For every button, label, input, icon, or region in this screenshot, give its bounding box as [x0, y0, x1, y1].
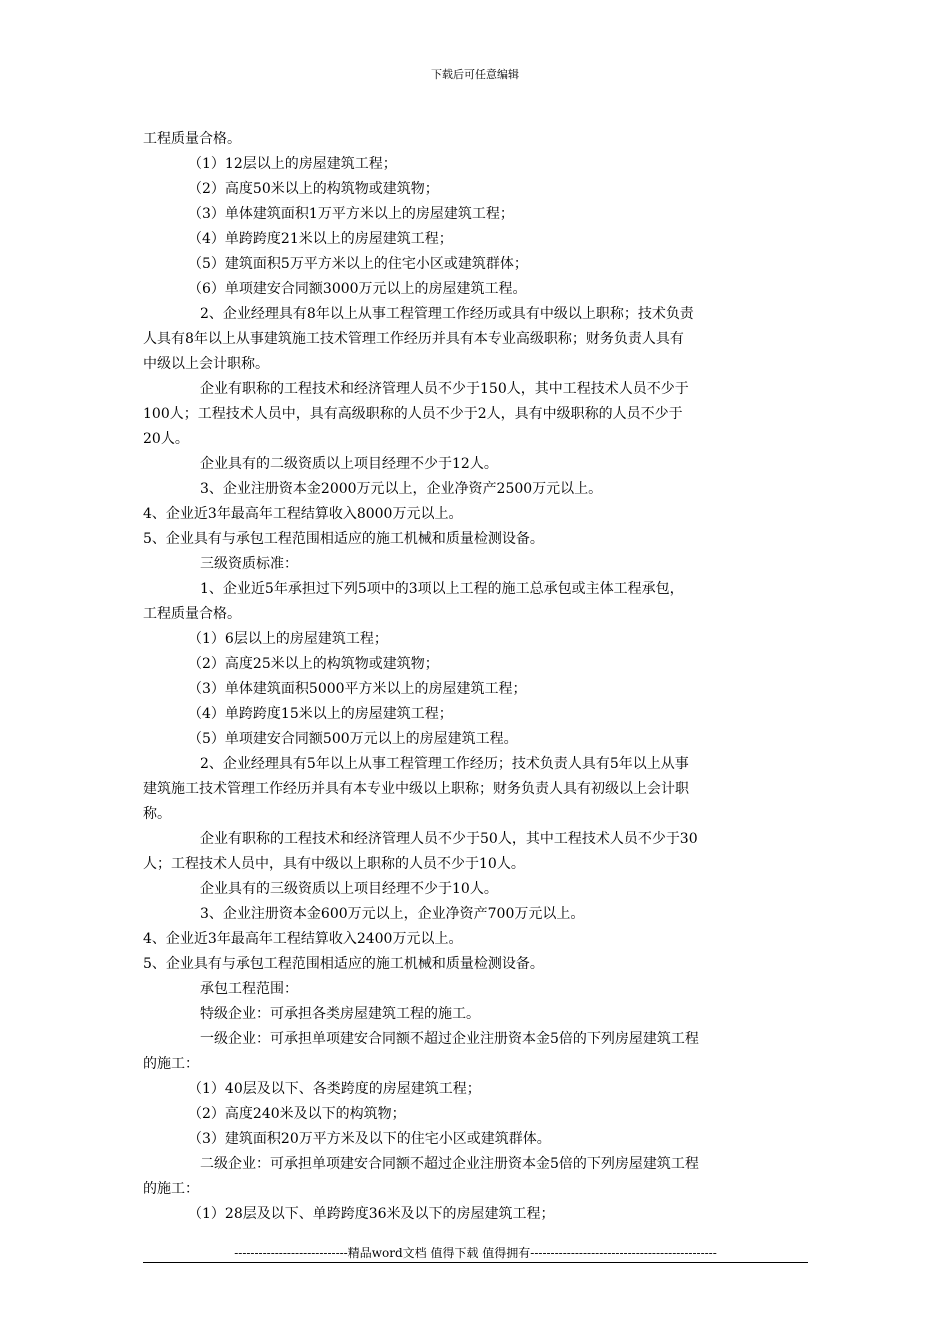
text-line: （2）高度25米以上的构筑物或建筑物； — [188, 656, 439, 672]
text-line: 中级以上会计职称。 — [143, 356, 269, 372]
text-line: 工程质量合格。 — [143, 131, 241, 147]
text-line: 4、企业近3年最高年工程结算收入2400万元以上。 — [143, 931, 463, 947]
text-line: （1）28层及以下、单跨跨度36米及以下的房屋建筑工程； — [188, 1206, 555, 1222]
text-line: 100人；工程技术人员中，具有高级职称的人员不少于2人，具有中级职称的人员不少于 — [143, 406, 683, 422]
text-line: 5、企业具有与承包工程范围相适应的施工机械和质量检测设备。 — [143, 956, 544, 972]
text-line: （1）6层以上的房屋建筑工程； — [188, 631, 388, 647]
text-line: （6）单项建安合同额3000万元以上的房屋建筑工程。 — [188, 281, 527, 297]
text-line: 的施工： — [143, 1181, 199, 1197]
page-footer: ----------------------------精品word文档 值得下载 值得拥有---------------------------------------------- — [234, 1246, 717, 1260]
text-line: 三级资质标准： — [200, 556, 298, 572]
text-line: 特级企业：可承担各类房屋建筑工程的施工。 — [200, 1006, 480, 1022]
text-line: 2、企业经理具有5年以上从事工程管理工作经历；技术负责人具有5年以上从事 — [200, 756, 689, 772]
text-line: （5）建筑面积5万平方米以上的住宅小区或建筑群体； — [188, 256, 528, 272]
text-line: 5、企业具有与承包工程范围相适应的施工机械和质量检测设备。 — [143, 531, 544, 547]
page-header: 下载后可任意编辑 — [431, 68, 519, 81]
text-line: （2）高度50米以上的构筑物或建筑物； — [188, 181, 439, 197]
text-line: （1）12层以上的房屋建筑工程； — [188, 156, 397, 172]
text-line: （3）建筑面积20万平方米及以下的住宅小区或建筑群体。 — [188, 1131, 551, 1147]
text-line: 人具有8年以上从事建筑施工技术管理工作经历并具有本专业高级职称；财务负责人具有 — [143, 331, 684, 347]
text-line: 的施工： — [143, 1056, 199, 1072]
text-line: 3、企业注册资本金600万元以上，企业净资产700万元以上。 — [200, 906, 585, 922]
text-line: 建筑施工技术管理工作经历并具有本专业中级以上职称；财务负责人具有初级以上会计职 — [143, 781, 689, 797]
text-line: （5）单项建安合同额500万元以上的房屋建筑工程。 — [188, 731, 518, 747]
text-line: 企业具有的二级资质以上项目经理不少于12人。 — [200, 456, 498, 472]
text-line: 二级企业：可承担单项建安合同额不超过企业注册资本金5倍的下列房屋建筑工程 — [200, 1156, 699, 1172]
text-line: 一级企业：可承担单项建安合同额不超过企业注册资本金5倍的下列房屋建筑工程 — [200, 1031, 699, 1047]
text-line: 2、企业经理具有8年以上从事工程管理工作经历或具有中级以上职称；技术负责 — [200, 306, 694, 322]
text-line: （3）单体建筑面积5000平方米以上的房屋建筑工程； — [188, 681, 527, 697]
text-line: （4）单跨跨度15米以上的房屋建筑工程； — [188, 706, 453, 722]
text-line: 人；工程技术人员中，具有中级以上职称的人员不少于10人。 — [143, 856, 525, 872]
text-line: 企业有职称的工程技术和经济管理人员不少于50人，其中工程技术人员不少于30 — [200, 831, 698, 847]
text-line: 承包工程范围： — [200, 981, 298, 997]
text-line: 企业具有的三级资质以上项目经理不少于10人。 — [200, 881, 498, 897]
text-line: （2）高度240米及以下的构筑物； — [188, 1106, 406, 1122]
text-line: （4）单跨跨度21米以上的房屋建筑工程； — [188, 231, 453, 247]
text-line: 企业有职称的工程技术和经济管理人员不少于150人，其中工程技术人员不少于 — [200, 381, 689, 397]
document-body — [143, 127, 808, 1227]
footer-rule — [143, 1262, 808, 1263]
text-line: 工程质量合格。 — [143, 606, 241, 622]
text-line: 称。 — [143, 806, 171, 822]
text-line: 1、企业近5年承担过下列5项中的3项以上工程的施工总承包或主体工程承包， — [200, 581, 684, 597]
text-line: （1）40层及以下、各类跨度的房屋建筑工程； — [188, 1081, 481, 1097]
text-line: 20人。 — [143, 431, 189, 447]
text-line: （3）单体建筑面积1万平方米以上的房屋建筑工程； — [188, 206, 514, 222]
text-line: 3、企业注册资本金2000万元以上，企业净资产2500万元以上。 — [200, 481, 603, 497]
text-line: 4、企业近3年最高年工程结算收入8000万元以上。 — [143, 506, 463, 522]
